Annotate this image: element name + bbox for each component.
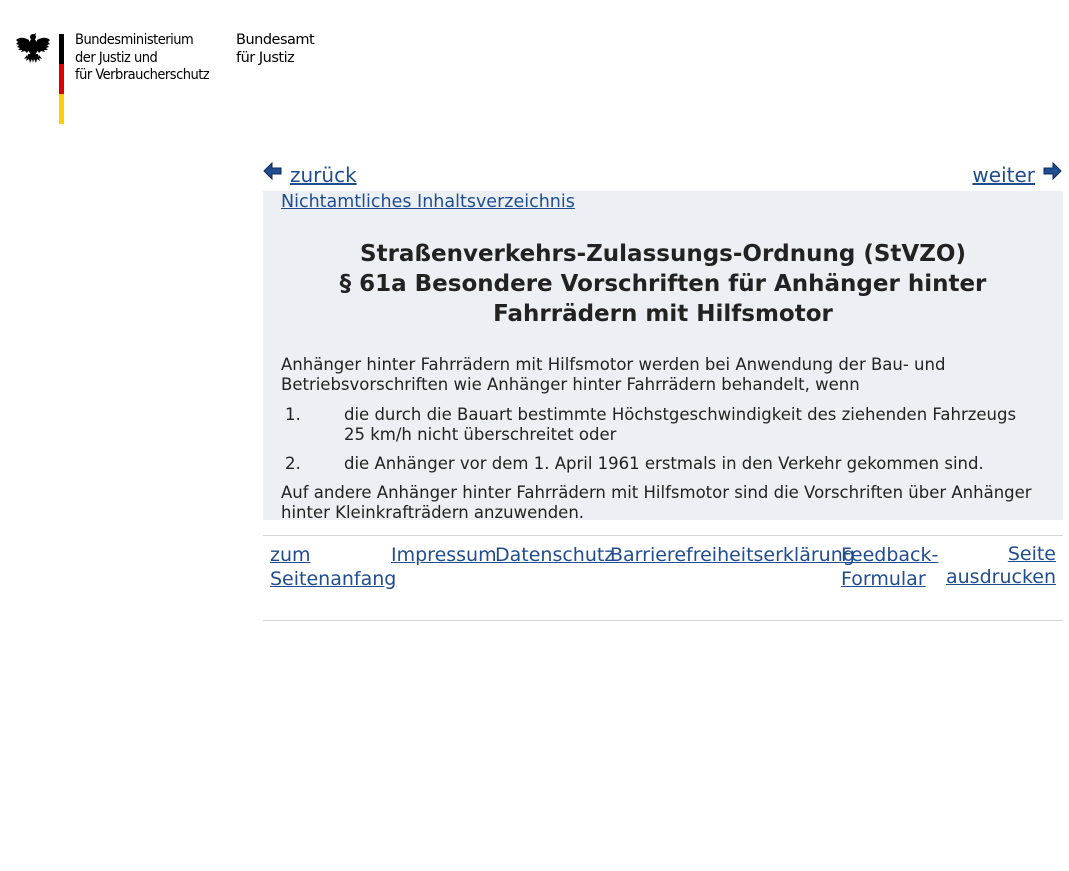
- office-name: [236, 32, 314, 67]
- toc-link[interactable]: Nichtamtliches Inhaltsverzeichnis: [281, 192, 575, 212]
- print-link[interactable]: Seite ausdrucken: [946, 543, 1057, 588]
- list-number: 1.: [285, 405, 301, 424]
- nav-prev[interactable]: [263, 160, 357, 190]
- next-link[interactable]: weiter: [972, 163, 1035, 187]
- ministry-name: [75, 32, 209, 85]
- ministry-line: für Verbraucherschutz: [75, 67, 210, 83]
- list-item: [281, 405, 1045, 445]
- ministry-line: der Justiz und: [75, 49, 158, 66]
- section-title: § 61a Besondere Vorschriften für Anhänger hinter Fahrrädern mit Hilfsmotor: [339, 271, 987, 327]
- condition-list: [281, 405, 1045, 474]
- flag-gold: [59, 94, 64, 124]
- list-text: die durch die Bauart bestimmte Höchstgeschwindigkeit des ziehenden Fahrzeugs 25 km/h nicht überschreitet oder: [344, 405, 1017, 444]
- office-line: für Justiz: [236, 49, 295, 66]
- prev-link[interactable]: zurück: [290, 163, 357, 187]
- office-line: Bundesamt: [236, 32, 315, 48]
- site-logo[interactable]: [16, 31, 316, 126]
- nav-next[interactable]: [972, 160, 1062, 190]
- list-number: 2.: [285, 454, 301, 473]
- ministry-line: Bundesministerium: [75, 32, 194, 48]
- datenschutz-link[interactable]: Datenschutz: [495, 544, 615, 566]
- german-flag-bar: [59, 34, 64, 124]
- barrierefreiheit-link[interactable]: Barrierefreiheitserklärung: [610, 544, 855, 566]
- law-content: [263, 191, 1063, 520]
- law-title: Straßenverkehrs-Zulassungs-Ordnung (StVZO): [360, 241, 966, 267]
- back-to-top-link[interactable]: zum Seitenanfang: [270, 544, 397, 590]
- flag-black: [59, 34, 64, 64]
- page-title: [281, 239, 1045, 329]
- footer: [263, 535, 1063, 621]
- arrow-right-icon[interactable]: [1043, 161, 1062, 181]
- feedback-link[interactable]: Feedback-Formular: [841, 544, 939, 590]
- closing-paragraph: Auf andere Anhänger hinter Fahrrädern mit Hilfsmotor sind die Vorschriften über Anhänger hinter Kleinkrafträdern anzuwenden.: [281, 483, 1032, 522]
- intro-paragraph: Anhänger hinter Fahrrädern mit Hilfsmotor werden bei Anwendung der Bau- und Betriebsvorschriften wie Anhänger hinter Fahrrädern behandelt, wenn: [281, 355, 946, 394]
- federal-eagle-icon: [16, 31, 50, 65]
- list-text: die Anhänger vor dem 1. April 1961 erstmals in den Verkehr gekommen sind.: [344, 454, 984, 473]
- list-item: [281, 454, 1045, 474]
- impressum-link[interactable]: Impressum: [391, 544, 497, 566]
- flag-red: [59, 64, 64, 94]
- arrow-left-icon[interactable]: [263, 161, 282, 181]
